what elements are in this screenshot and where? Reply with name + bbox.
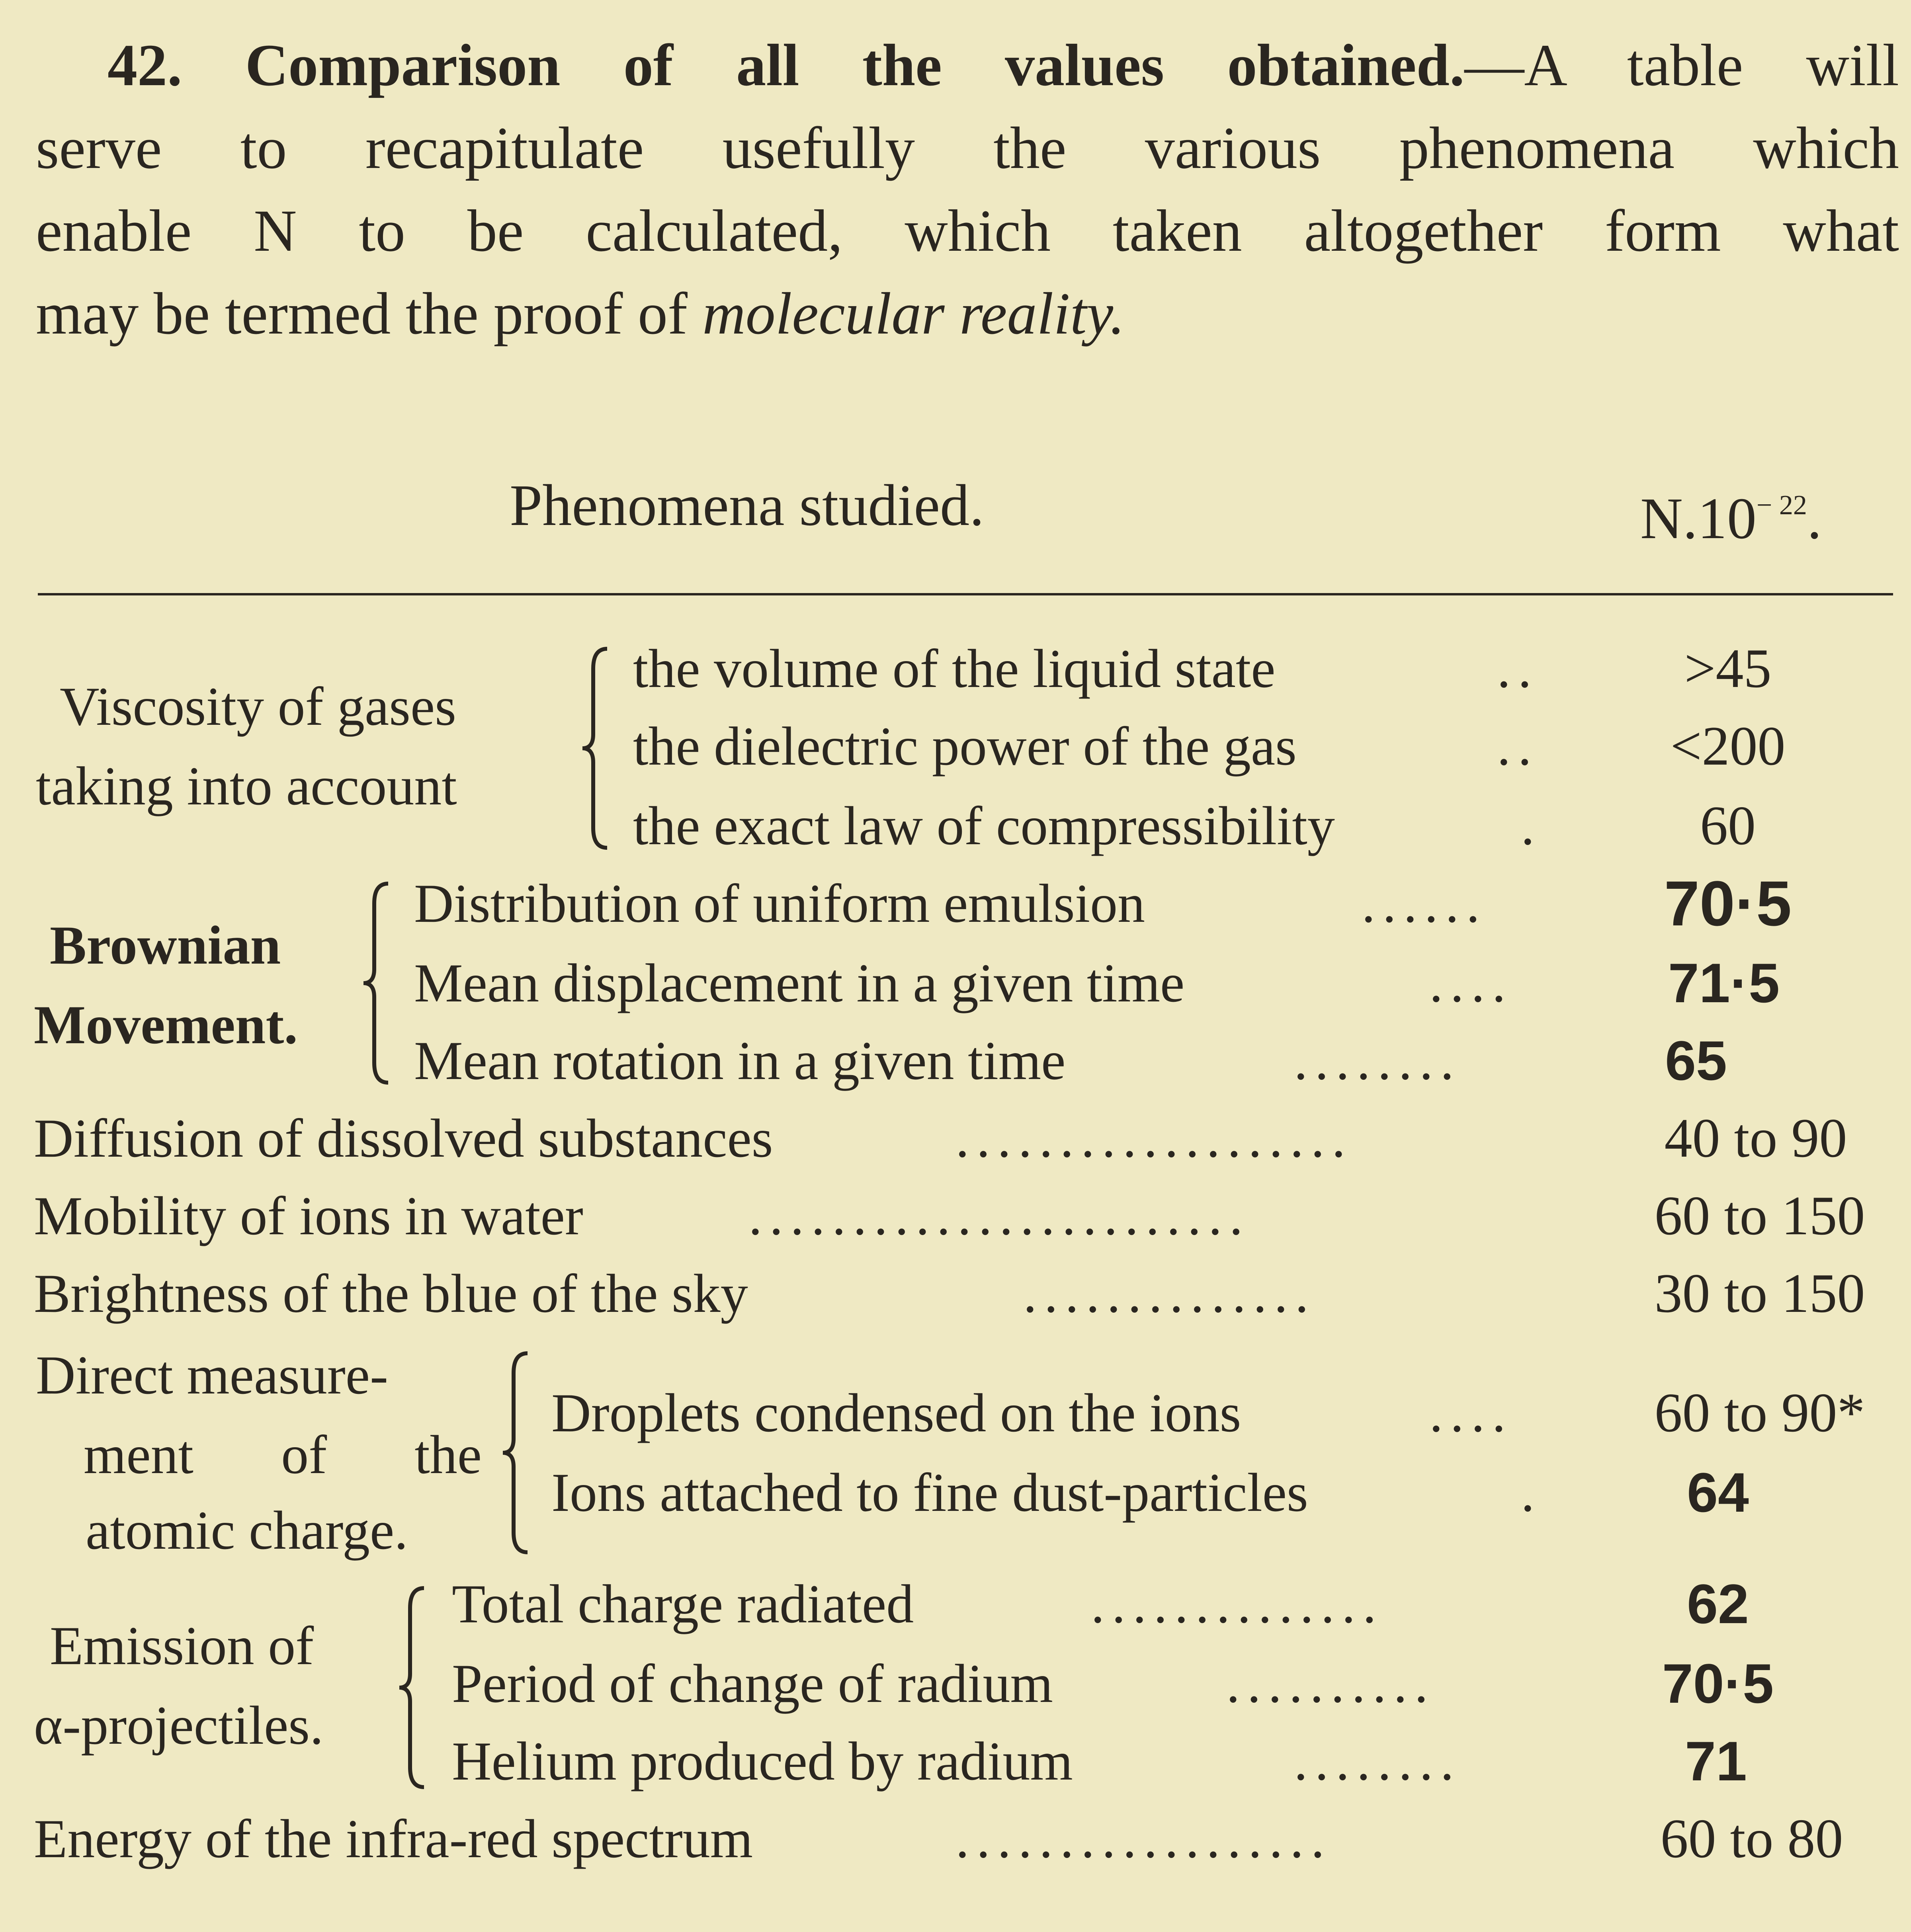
row-value: 65 bbox=[1665, 1029, 1727, 1092]
brace-brownian bbox=[360, 880, 392, 1087]
row-label-infrared: Energy of the infra-red spectrum bbox=[34, 1808, 753, 1869]
intro-paragraph bbox=[36, 24, 1899, 355]
row-dots: ........ bbox=[1294, 1030, 1461, 1091]
row-dots: . bbox=[1521, 795, 1542, 856]
group-brownian-line-2: Movement. bbox=[34, 994, 298, 1055]
row-dots: .............. bbox=[1023, 1263, 1316, 1324]
row-dots: .... bbox=[1429, 952, 1513, 1013]
row-label-ion-mobility: Mobility of ions in water bbox=[34, 1185, 583, 1246]
header-value-base: N.10 bbox=[1640, 486, 1757, 551]
paragraph-dash-text: —A table will bbox=[1464, 32, 1899, 98]
row-value: 40 to 90 bbox=[1664, 1107, 1847, 1169]
paragraph-line-2: serve to recapitulate usefully the various phenomena which bbox=[36, 115, 1899, 181]
group-direct-line-3: atomic charge. bbox=[86, 1500, 408, 1561]
header-phenomena: Phenomena studied. bbox=[510, 473, 985, 538]
row-value: 62 bbox=[1687, 1573, 1749, 1635]
row-label-radium-period: Period of change of radium bbox=[452, 1653, 1053, 1714]
group-direct-line-2: ment of the bbox=[84, 1424, 482, 1485]
row-label-compressibility: the exact law of compressibility bbox=[633, 795, 1335, 856]
header-rule bbox=[38, 593, 1893, 595]
row-value: 70·5 bbox=[1664, 868, 1792, 939]
group-viscosity-line-1: Viscosity of gases bbox=[60, 676, 456, 737]
brace-emission bbox=[396, 1584, 428, 1791]
paragraph-line-4 bbox=[36, 272, 1899, 355]
paragraph-italic-phrase: molecular reality. bbox=[702, 281, 1125, 347]
row-label-uniform-emulsion: Distribution of uniform emulsion bbox=[414, 873, 1145, 934]
row-value: <200 bbox=[1670, 715, 1786, 777]
row-label-helium: Helium produced by radium bbox=[452, 1731, 1073, 1791]
header-value-end: . bbox=[1807, 486, 1822, 551]
row-value: 60 bbox=[1700, 795, 1756, 857]
row-label-volume-liquid: the volume of the liquid state bbox=[633, 638, 1276, 699]
row-label-total-charge: Total charge radiated bbox=[452, 1573, 914, 1634]
row-value: 60 to 80 bbox=[1660, 1808, 1843, 1870]
group-direct-line-1: Direct measure- bbox=[36, 1345, 389, 1405]
row-value: 30 to 150 bbox=[1654, 1263, 1865, 1324]
brace-viscosity bbox=[579, 645, 611, 852]
group-emission-line-2: α-projectiles. bbox=[34, 1695, 324, 1756]
row-dots: .... bbox=[1429, 1382, 1513, 1443]
paragraph-line-4-prefix: may be termed the proof of bbox=[36, 281, 688, 347]
row-dots: . bbox=[1521, 1462, 1542, 1523]
header-value bbox=[1640, 474, 1822, 550]
row-dots: ...... bbox=[1362, 873, 1487, 934]
row-label-mean-rotation: Mean rotation in a given time bbox=[414, 1030, 1066, 1091]
header-value-exponent: − 22 bbox=[1756, 490, 1807, 521]
row-label-droplets: Droplets condensed on the ions bbox=[551, 1382, 1241, 1443]
group-emission-line-1: Emission of bbox=[50, 1615, 314, 1676]
row-dots: ........ bbox=[1294, 1731, 1461, 1791]
row-value: 60 to 150 bbox=[1654, 1185, 1865, 1247]
row-value: 60 to 90* bbox=[1654, 1382, 1865, 1444]
row-value: 71·5 bbox=[1668, 952, 1780, 1014]
row-dots: .. bbox=[1497, 638, 1539, 699]
row-dots: ................... bbox=[956, 1108, 1353, 1169]
row-dots: ........................ bbox=[748, 1185, 1250, 1246]
paragraph-line-3: enable N to be calculated, which taken altogether form what bbox=[36, 198, 1899, 264]
row-value: 70·5 bbox=[1662, 1652, 1774, 1715]
row-label-diffusion: Diffusion of dissolved substances bbox=[34, 1108, 773, 1169]
row-dots: .............. bbox=[1091, 1573, 1383, 1634]
row-value: >45 bbox=[1684, 638, 1772, 699]
row-label-dielectric-power: the dielectric power of the gas bbox=[633, 716, 1297, 777]
row-label-dust-particles: Ions attached to fine dust-particles bbox=[551, 1462, 1308, 1523]
section-heading: 42. Comparison of all the values obtained. bbox=[107, 32, 1465, 98]
row-dots: .. bbox=[1497, 716, 1539, 777]
row-label-mean-displacement: Mean displacement in a given time bbox=[414, 952, 1185, 1013]
row-label-sky-brightness: Brightness of the blue of the sky bbox=[34, 1263, 748, 1324]
row-dots: .......... bbox=[1226, 1653, 1435, 1714]
group-viscosity-line-2: taking into account bbox=[36, 755, 457, 816]
brace-direct-measurement bbox=[500, 1349, 531, 1556]
row-value: 64 bbox=[1687, 1461, 1749, 1524]
group-brownian-line-1: Brownian bbox=[50, 915, 281, 976]
row-value: 71 bbox=[1685, 1730, 1747, 1792]
paragraph-line-1 bbox=[36, 24, 1899, 107]
row-dots: .................. bbox=[956, 1808, 1332, 1869]
